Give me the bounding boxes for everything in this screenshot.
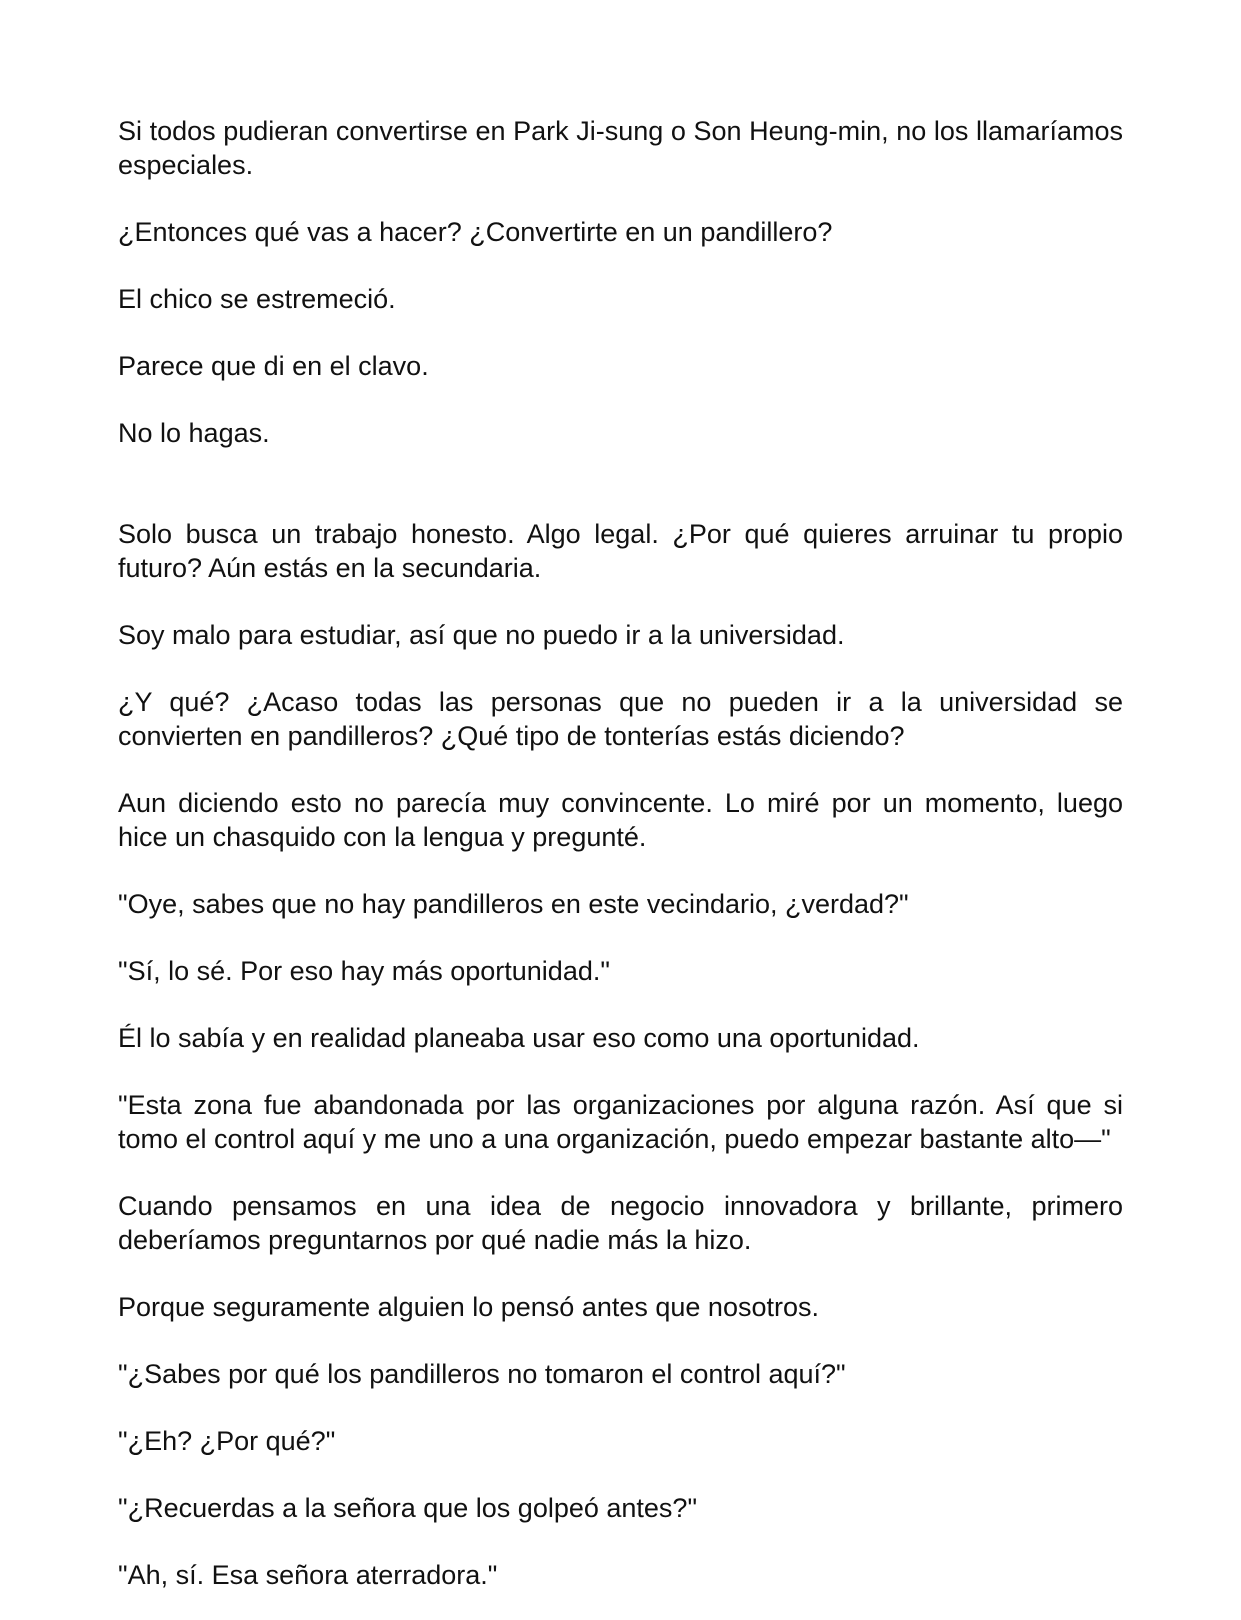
paragraph: ¿Y qué? ¿Acaso todas las personas que no pueden ir a la universidad se convierten en pandilleros? ¿Qué tipo de tonterías estás diciendo? — [118, 687, 1123, 751]
paragraph: Cuando pensamos en una idea de negocio innovadora y brillante, primero deberíamos preguntarnos por qué nadie más la hizo. — [118, 1191, 1123, 1255]
paragraph: No lo hagas. — [118, 418, 270, 448]
paragraph: "¿Eh? ¿Por qué?" — [118, 1426, 336, 1456]
paragraph: Parece que di en el clavo. — [118, 351, 429, 381]
paragraph: Si todos pudieran convertirse en Park Ji-sung o Son Heung-min, no los llamaríamos especiales. — [118, 116, 1123, 180]
body-text — [118, 114, 1123, 1620]
paragraph: Porque seguramente alguien lo pensó antes que nosotros. — [118, 1292, 819, 1322]
paragraph: ¿Entonces qué vas a hacer? ¿Convertirte en un pandillero? — [118, 217, 833, 247]
paragraph: El chico se estremeció. — [118, 284, 396, 314]
paragraph: Soy malo para estudiar, así que no puedo ir a la universidad. — [118, 620, 845, 650]
paragraph: Solo busca un trabajo honesto. Algo legal. ¿Por qué quieres arruinar tu propio futuro? Aún estás en la secundaria. — [118, 519, 1123, 583]
paragraph: "Ah, sí. Esa señora aterradora." — [118, 1560, 498, 1590]
paragraph: Aun diciendo esto no parecía muy convincente. Lo miré por un momento, luego hice un chasquido con la lengua y pregunté. — [118, 788, 1123, 852]
paragraph: "¿Sabes por qué los pandilleros no tomaron el control aquí?" — [118, 1359, 846, 1389]
paragraph: "Sí, lo sé. Por eso hay más oportunidad." — [118, 956, 610, 986]
paragraph: Él lo sabía y en realidad planeaba usar eso como una oportunidad. — [118, 1023, 920, 1053]
paragraph: "¿Recuerdas a la señora que los golpeó antes?" — [118, 1493, 698, 1523]
paragraph: "Oye, sabes que no hay pandilleros en este vecindario, ¿verdad?" — [118, 889, 909, 919]
paragraph: "Esta zona fue abandonada por las organizaciones por alguna razón. Así que si tomo el control aquí y me uno a una organización, puedo empezar bastante alto—" — [118, 1090, 1123, 1154]
